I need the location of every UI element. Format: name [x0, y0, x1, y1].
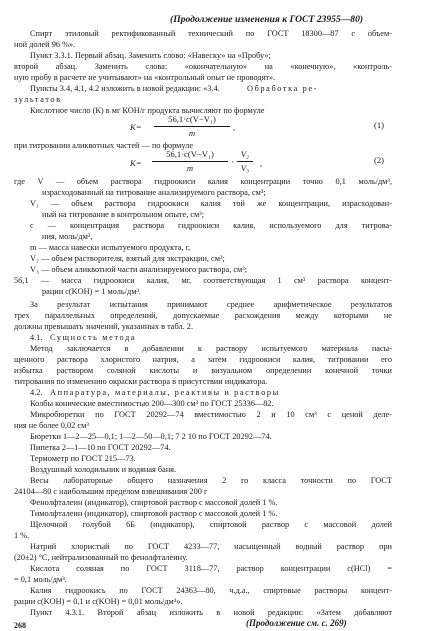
text-line: Пункты 3.4, 4.1, 4.2 изложить в новой редакции: «3.4. — [30, 84, 220, 93]
section-number: 4.2. — [30, 388, 43, 397]
text-line: Пункт 4.3.1. Второй абзац изложить в новой редакции: «Затем добавляют — [30, 608, 392, 617]
section-heading: Аппаратура, материалы, реактивы и растворы — [50, 388, 280, 397]
text-line: Микробюретки по ГОСТ 20292—74 вместимостью 2 и 10 см³ с ценой деле- — [30, 410, 392, 419]
text-line: Спирт этиловый ректификованный технический по ГОСТ 18300—87 с объем- — [30, 29, 392, 38]
text-line: V₁ — объем раствора гидроокиси калия той же концентрации, израсходован- — [30, 199, 392, 208]
text-line: Метод заключается в добавлении к раствору испытуемого материала насы- — [30, 344, 392, 353]
text-line: Фенолфталеин (индикатор), спиртовой раствор с массовой долей 1 %. — [30, 498, 278, 507]
continuation-header: (Продолжение изменения к ГОСТ 23955—80) — [170, 14, 364, 25]
text-line: рации c(KOH) = 1 моль/дм³. — [42, 287, 142, 296]
ratio-numerator: V₂ — [240, 149, 250, 159]
text-line: Кислота соляная по ГОСТ 3118—77, раствор концентрации c(HCl) = — [30, 564, 392, 573]
text-line: где V — объем раствора гидроокиси калия концентрации точно 0,1 моль/дм³, — [14, 177, 392, 186]
page-number: 268 — [14, 621, 26, 630]
formula-numerator: 56,1·c(V−V₁) — [166, 149, 214, 159]
equation-number: (1) — [374, 120, 385, 130]
text-line: ния, моль/дм³, — [42, 232, 93, 241]
formula-denominator: m — [186, 163, 194, 173]
text-line: Колбы конические вместимостью 200—300 см³ по ГОСТ 25336—82. — [30, 399, 274, 408]
text-line: Воздушный холодильник и водяная баня. — [30, 465, 177, 474]
section-heading: Сущность метода — [50, 333, 137, 342]
text-line: Бюретки 1—2—25—0,1; 1—2—50—0,1; 7 2 10 по ГОСТ 20292—74. — [30, 432, 272, 441]
text-line: Пункт 3.3.1. Первый абзац. Заменить слово: «Навеску» на «Пробу»; — [30, 51, 271, 60]
section-heading: Обработка ре- — [247, 84, 318, 93]
equation-number: (2) — [374, 155, 385, 165]
ratio-denominator: V₃ — [240, 163, 250, 173]
text-line: ный на титрование в контрольном опыте, см³; — [42, 210, 205, 219]
text-line: V₂ — объем растворителя, взятый для экстракции, см³; — [30, 254, 225, 263]
continuation-footer: (Продолжение см. с. 269) — [246, 618, 347, 628]
text-line: ния не более 0,02 см³ — [14, 421, 89, 430]
ratio-line — [237, 161, 253, 162]
multiply-sign: · — [231, 157, 234, 167]
text-line: рации c(KOH) = 0,1 и c(KOH) = 0,01 моль/дм³». — [14, 597, 183, 606]
text-line: 24104—80 с наибольшим пределом взвешивания 200 г — [14, 487, 208, 496]
text-line: Термометр по ГОСТ 215—73. — [30, 454, 136, 463]
text-line: ной долей 96 %». — [14, 40, 76, 49]
text-line: Щелочной голубой 6Б (индикатор), спиртовой раствор с массовой долей — [30, 520, 392, 529]
text-line: щенного раствора хлористого натрия, а затем гидроокиси калия, титровании его — [14, 355, 392, 364]
section-heading: зультатов — [14, 95, 62, 104]
text-line: Кислотное число (К) в мг КОН/г продукта вычисляют по формуле — [30, 106, 265, 115]
text-line: c — концентрация раствора гидроокиси калия, используемого для титрова- — [30, 221, 392, 230]
text-line: Весы лабораторные общего назначения 2 го класса точности по ГОСТ — [30, 476, 392, 485]
text-line: должны превышать значений, указанных в табл. 2. — [14, 322, 194, 331]
text-line: = 0,1 моль/дм³. — [14, 575, 67, 584]
text-line: 56,1 — масса гидроокиси калия, мг, соответствующая 1 см³ раствора концент- — [14, 276, 392, 285]
section-number: 4.1. — [30, 333, 43, 342]
text-line: второй абзац. Заменить слова: «окончательную» на «конечную», «контроль- — [14, 62, 392, 71]
fraction-line — [154, 126, 230, 127]
formula-numerator: 56,1·c(V−V₁) — [168, 114, 216, 124]
text-line: За результат испытания принимают среднее арифметическое результатов — [30, 300, 392, 309]
formula-lhs: K= — [130, 158, 142, 168]
formula-lhs: K= — [130, 122, 142, 132]
text-line: титрования по изменению окраски раствора в присутствии индикатора. — [14, 377, 268, 386]
text-line: Натрий хлористый по ГОСТ 4233—77, насыщенный водный раствор при — [30, 542, 392, 551]
text-line: Пипетка 2—1—10 по ГОСТ 20292—74. — [30, 443, 171, 452]
text-line: ную пробу в расчете не учитывают» на «контрольный опыт не проводят». — [14, 73, 276, 82]
text-line: Тимолфталеин (индикатор), спиртовой раствор с массовой долей 1 %. — [30, 509, 278, 518]
text-line: m — масса навески испытуемого продукта, г, — [30, 243, 191, 252]
formula-denominator: m — [188, 128, 196, 138]
text-line: избытка раствором соляной кислоты и визуальном определении конечной точки — [14, 366, 392, 375]
text-line: израсходованный на титрование анализируемого раствора, см³; — [42, 188, 266, 197]
text-line: (20±2) °C, нейтрализованный по фенолфталеину. — [14, 553, 188, 562]
text-line: трех параллельных определений, допускаемые расхождения между которыми не — [14, 311, 392, 320]
fraction-line — [152, 161, 228, 162]
text-line: 1 %. — [14, 531, 30, 540]
text-line: Калия гидроокись по ГОСТ 24363—80, ч.д.а., спиртовые растворы концент- — [30, 586, 392, 595]
text-line: V₃ — объем аликвотной части анализируемого раствора, см³; — [30, 265, 248, 274]
formula-tail: , — [260, 158, 263, 168]
text-line: при титровании аликвотных частей — по формуле — [14, 141, 194, 150]
formula-tail: , — [233, 122, 236, 132]
